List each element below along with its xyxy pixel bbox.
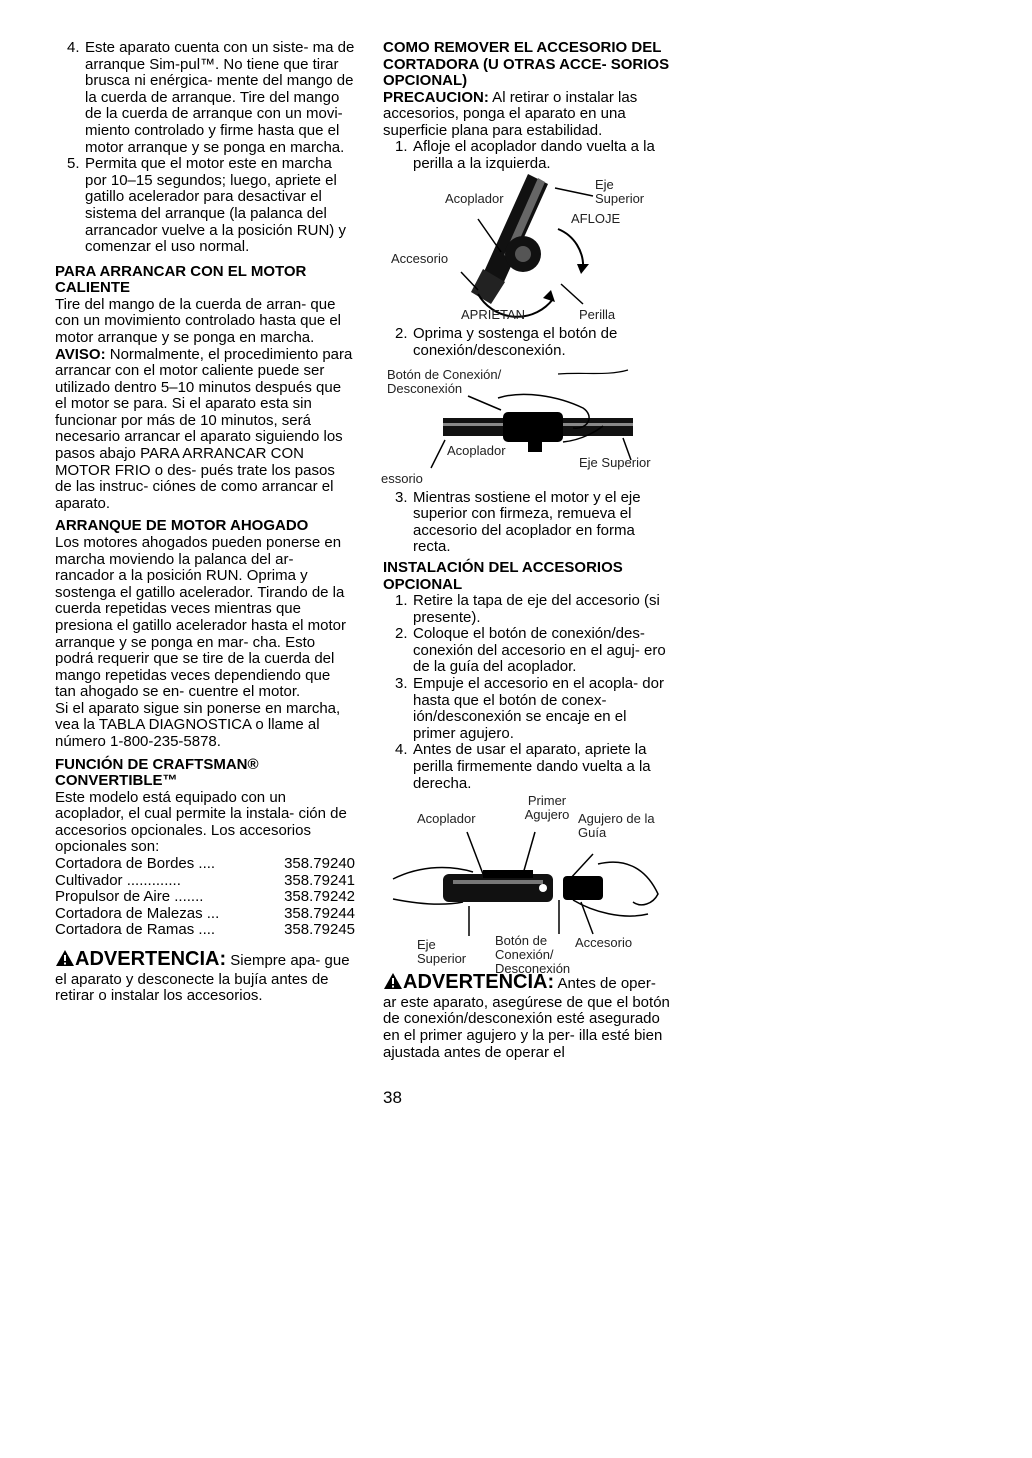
- accessory-code: 358.79240: [284, 855, 355, 873]
- precaucion-paragraph: [383, 90, 673, 140]
- label-accesorio: essorio: [381, 470, 423, 486]
- accessory-name: Cortadora de Malezas ...: [55, 904, 220, 922]
- accessory-name: Cultivador .............: [55, 871, 181, 889]
- label-aprietan: APRIETAN: [461, 307, 526, 323]
- item-number: 5.: [67, 155, 80, 173]
- figure-loosen-coupler: [383, 174, 673, 324]
- warning-triangle-icon: [383, 972, 403, 995]
- list-item-5: [55, 156, 355, 256]
- item-number: 3.: [395, 675, 408, 692]
- accessory-name: Propulsor de Aire .......: [55, 888, 204, 906]
- table-row: [55, 906, 355, 923]
- flooded-text-2: Si el aparato sigue sin ponerse en marcha, vea la TABLA DIAGNOSTICA o llame al número 1-800-235-5878.: [55, 699, 341, 751]
- label-acoplador: Acoplador: [447, 442, 506, 458]
- remove-step-2: [383, 326, 673, 359]
- warning-text: Antes de oper- ar este aparato, asegúrese de que el botón de conexión/desconexión esté asegurado en el primer agujero y la per- illa esté bien ajustada antes de operar el: [383, 975, 670, 1061]
- label-boton: Botón de Conexión/ Desconexión: [387, 366, 502, 396]
- item-text: Empuje el accesorio en el acopla- dor hasta que el botón de conex- ión/desconexión se encaje en el primer agujero.: [413, 675, 664, 742]
- remove-step-3: [383, 490, 673, 556]
- page-number: 38: [383, 1088, 402, 1107]
- item-number: 3.: [395, 488, 408, 506]
- item-number: 1.: [395, 592, 408, 610]
- left-column: [55, 40, 355, 1005]
- accessory-name: Cortadora de Ramas ....: [55, 921, 216, 939]
- item-text: Permita que el motor este en marcha por 10–15 segundos; luego, apriete el gatillo acelerador para desactivar el sistema del arranque (la palanca del arrancador vuelve a la posición RUN) y comenzar el uso normal.: [85, 155, 346, 256]
- label-eje-superior: Eje Superior: [417, 937, 467, 967]
- remove-step-1: [383, 139, 673, 172]
- item-number: 4.: [67, 39, 80, 56]
- label-eje-superior: Eje Superior: [595, 177, 645, 207]
- accessories-table: [55, 856, 355, 939]
- label-acoplador: Acoplador: [445, 191, 504, 207]
- install-step-4: [383, 742, 673, 792]
- flooded-heading: ARRANQUE DE MOTOR AHOGADO: [55, 517, 309, 535]
- item-text: Retire la tapa de eje del accesorio (si presente).: [413, 592, 660, 626]
- item-text: Oprima y sostenga el botón de conexión/desconexión.: [413, 325, 618, 360]
- item-text: Mientras sostiene el motor y el eje superior con firmeza, remueva el accesorio del acoplador en forma recta.: [413, 488, 641, 556]
- install-step-3: [383, 676, 673, 742]
- label-boton: Botón de Conexión/ Desconexión: [495, 933, 571, 977]
- warning-paragraph-right: [383, 972, 673, 1061]
- table-row: [55, 873, 355, 890]
- accessory-code: 358.79242: [284, 888, 355, 906]
- accessory-code: 358.79245: [284, 921, 355, 939]
- warning-triangle-icon: [55, 949, 75, 972]
- item-text: Afloje el acoplador dando vuelta a la perilla a la izquierda.: [413, 138, 655, 172]
- label-agujero-guia: Agujero de la Guía: [578, 811, 655, 841]
- table-row: [55, 922, 355, 939]
- table-row: [55, 856, 355, 873]
- warning-title: ADVERTENCIA:: [75, 948, 227, 970]
- label-eje-superior: Eje Superior: [579, 454, 651, 470]
- install-heading: INSTALACIÓN DEL ACCESORIOS OPCIONAL: [383, 559, 623, 593]
- item-number: 2.: [395, 325, 408, 343]
- flooded-text: Los motores ahogados pueden ponerse en marcha moviendo la palanca del ar- rancador a la posición RUN. Oprima y sostenga el gatillo acelerador. Tirando de la cuerda repetidas veces mientras que presiona el gatillo acelerador hasta el motor arranque y se ponga en mar- cha. Esto podrá requerir que se tire de la cuerda del mango repetidas veces dependiendo que tan ahogado se en- cuentre el motor.: [55, 533, 346, 701]
- hot-start-heading: PARA ARRANCAR CON EL MOTOR CALIENTE: [55, 262, 307, 297]
- item-text: Este aparato cuenta con un siste- ma de arranque Sim-pul™. No tiene que tirar brusca ni enérgica- mente del mango de la cuerda de arranque. Tire del mango de la cuerda de arranque con un movi- miento controlado y firme hasta que el motor arranque y se ponga en marcha.: [85, 39, 355, 156]
- label-accesorio: Accesorio: [575, 935, 633, 951]
- aviso-paragraph: [55, 347, 355, 513]
- figure-install-accessory: [383, 793, 673, 977]
- install-step-1: [383, 593, 673, 626]
- aviso-text: Normalmente, el procedimiento para arrancar con el motor caliente puede ser utilizado dentro 5–10 minutos después que el motor se para. Si el aparato esta sin funcionar por más de 10 minutos, será necesario arrancar el aparato siguiendo los pasos abajo PARA ARRANCAR CON MOTOR FRIO o des- pués trate los pasos de las instruc- ciónes de como arrancar el aparato.: [55, 345, 353, 512]
- warning-title: ADVERTENCIA:: [403, 971, 555, 994]
- item-number: 1.: [395, 138, 408, 156]
- figure-press-button: [383, 368, 673, 488]
- label-afloje: AFLOJE: [571, 211, 621, 227]
- list-item-4: [55, 40, 355, 156]
- item-number: 4.: [395, 741, 408, 759]
- label-accesorio: Accesorio: [391, 251, 449, 267]
- aviso-label: AVISO:: [55, 345, 106, 363]
- accessory-code: 358.79244: [284, 904, 355, 922]
- label-perilla: Perilla: [579, 307, 616, 323]
- table-row: [55, 889, 355, 906]
- accessory-name: Cortadora de Bordes ....: [55, 855, 216, 873]
- item-text: Coloque el botón de conexión/des- conexión del accesorio en el aguj- ero de la guía del acoplador.: [413, 625, 666, 676]
- hot-start-text: Tire del mango de la cuerda de arran- que con un movimiento controlado hasta que el motor arranque y se ponga en marcha.: [55, 295, 342, 346]
- item-text: Antes de usar el aparato, apriete la perilla firmemente dando vuelta a la derecha.: [413, 741, 651, 792]
- warning-text: Siempre apa- gue el aparato y desconecte la bujía antes de retirar o instalar los accesorios.: [55, 952, 350, 1005]
- craftsman-heading: FUNCIÓN DE CRAFTSMAN® CONVERTIBLE™: [55, 755, 259, 790]
- craftsman-text: Este modelo está equipado con un acoplador, el cual permite la instala- ción de accesorios opcionales. Los accesorios opcionales son:: [55, 788, 347, 856]
- precaucion-label: PRECAUCION:: [383, 88, 489, 106]
- install-step-2: [383, 626, 673, 676]
- accessory-code: 358.79241: [284, 871, 355, 889]
- label-primer-agujero: Primer Agujero: [524, 793, 570, 823]
- precaucion-text: Al retirar o instalar las accesorios, ponga el aparato en una superficie plana para estabilidad.: [383, 88, 638, 139]
- remove-heading: COMO REMOVER EL ACCESORIO DEL CORTADORA (U OTRAS ACCE- SORIOS OPCIONAL): [383, 39, 670, 89]
- label-acoplador: Acoplador: [417, 811, 476, 827]
- right-column: [383, 40, 673, 1061]
- item-number: 2.: [395, 625, 408, 643]
- warning-paragraph: [55, 949, 355, 1005]
